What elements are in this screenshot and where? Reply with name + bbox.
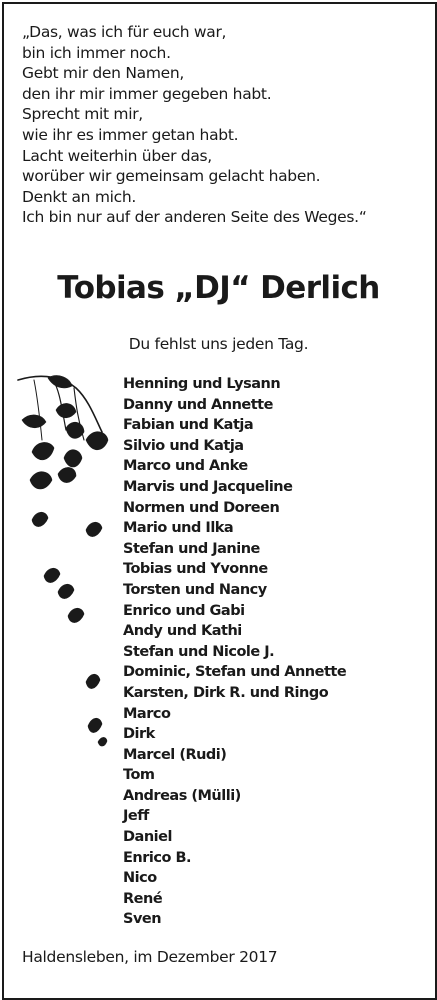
poem-line: „Das, was ich für euch war, bbox=[22, 23, 227, 41]
list-item: Enrico B. bbox=[123, 849, 192, 866]
list-item: Jeff bbox=[123, 808, 149, 825]
list-item: Fabian und Katja bbox=[123, 417, 254, 434]
poem-line: wie ihr es immer getan habt. bbox=[22, 125, 239, 144]
list-item: René bbox=[123, 890, 163, 907]
list-item: Marco und Anke bbox=[123, 458, 248, 475]
falling-leaves-illustration bbox=[14, 370, 124, 760]
list-item: Daniel bbox=[123, 829, 172, 846]
deceased-name: Tobias „DJ“ Derlich bbox=[57, 270, 380, 306]
mourners-list bbox=[123, 374, 346, 930]
list-item: Marvis und Jacqueline bbox=[123, 478, 293, 495]
list-item: Nico bbox=[123, 870, 157, 887]
list-item: Torsten und Nancy bbox=[123, 581, 267, 598]
list-item: Tobias und Yvonne bbox=[123, 561, 268, 578]
list-item: Silvio und Katja bbox=[123, 437, 244, 454]
list-item: Enrico und Gabi bbox=[123, 602, 245, 619]
poem-line: worüber wir gemeinsam gelacht haben. bbox=[22, 167, 321, 186]
list-item: Marco bbox=[123, 705, 171, 722]
poem bbox=[22, 22, 422, 228]
poem-line: Sprecht mit mir, bbox=[22, 105, 143, 124]
list-item: Normen und Doreen bbox=[123, 499, 280, 516]
poem-line: Gebt mir den Namen, bbox=[22, 64, 184, 83]
list-item: Dirk bbox=[123, 726, 155, 743]
list-item: Tom bbox=[123, 767, 155, 784]
subtitle: Du fehlst uns jeden Tag. bbox=[128, 335, 309, 353]
list-item: Dominic, Stefan und Annette bbox=[123, 664, 347, 681]
list-item: Mario und Ilka bbox=[123, 520, 234, 537]
poem-line: Lacht weiterhin über das, bbox=[22, 146, 212, 165]
poem-line: bin ich immer noch. bbox=[22, 43, 171, 62]
poem-line: Denkt an mich. bbox=[22, 187, 137, 206]
poem-line: den ihr mir immer gegeben habt. bbox=[22, 84, 272, 103]
list-item: Karsten, Dirk R. und Ringo bbox=[123, 684, 329, 701]
poem-line: Ich bin nur auf der anderen Seite des Weges.“ bbox=[22, 208, 367, 227]
place-date-footer: Haldensleben, im Dezember 2017 bbox=[22, 948, 278, 966]
list-item: Danny und Annette bbox=[123, 396, 273, 413]
list-item: Andy und Kathi bbox=[123, 623, 242, 640]
list-item: Stefan und Janine bbox=[123, 540, 260, 557]
list-item: Stefan und Nicole J. bbox=[123, 643, 275, 660]
list-item: Sven bbox=[123, 911, 162, 928]
list-item: Andreas (Mülli) bbox=[123, 787, 241, 804]
list-item: Marcel (Rudi) bbox=[123, 746, 227, 763]
list-item: Henning und Lysann bbox=[123, 376, 281, 392]
